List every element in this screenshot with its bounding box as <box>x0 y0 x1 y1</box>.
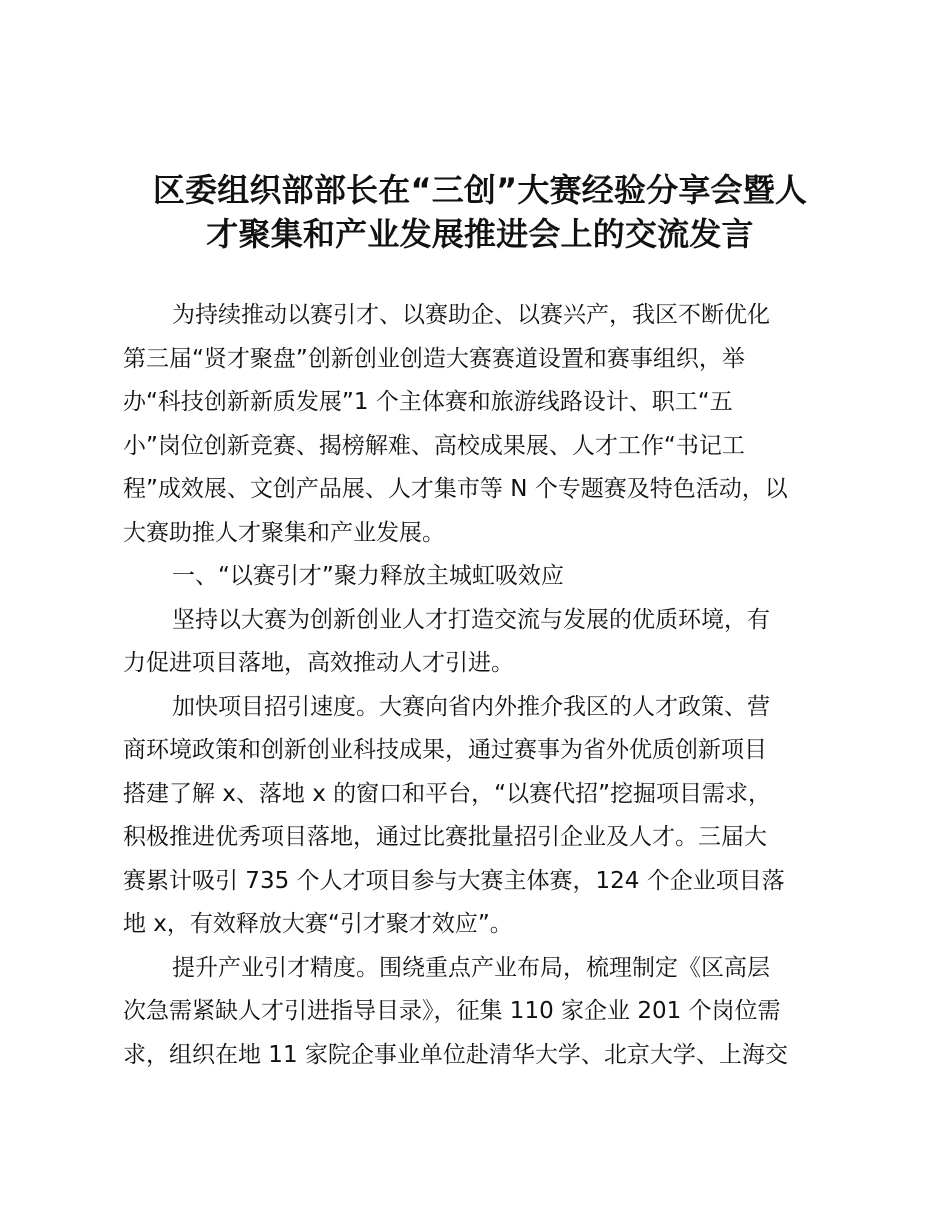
paragraph-line: 求，组织在地 11 家院企事业单位赴清华大学、北京大学、上海交 <box>123 1041 788 1068</box>
title-line: 才聚集和产业发展推进会上的交流发言 <box>206 215 754 253</box>
paragraph-line: 提升产业引才精度。围绕重点产业布局，梳理制定《区高层 <box>172 954 770 981</box>
paragraph-line: 办“科技创新新质发展”1 个主体赛和旅游线路设计、职工“五 <box>123 389 733 415</box>
paragraph-line: 赛累计吸引 735 个人才项目参与大赛主体赛，124 个企业项目落 <box>123 867 785 894</box>
paragraph-line: 商环境政策和创新创业科技成果，通过赛事为省外优质创新项目 <box>123 737 767 763</box>
paragraph-line: 为持续推动以赛引才、以赛助企、以赛兴产，我区不断优化 <box>172 302 770 328</box>
paragraph-line: 小”岗位创新竞赛、揭榜解难、高校成果展、人才工作“书记工 <box>123 432 745 459</box>
paragraph-line: 加快项目招引速度。大赛向省内外推介我区的人才政策、营 <box>172 693 770 720</box>
document-page <box>123 168 837 1077</box>
industry-talent-paragraph <box>123 947 837 1078</box>
section-heading-line: 一、“以赛引才”聚力释放主城虹吸效应 <box>172 563 564 589</box>
paragraph-line: 积极推进优秀项目落地，通过比赛批量招引企业及人才。三届大 <box>123 824 767 850</box>
paragraph-line: 力促进项目落地，高效推动人才引进。 <box>123 650 514 676</box>
paragraph-line: 地 x，有效释放大赛“引才聚才效应”。 <box>123 911 513 937</box>
paragraph-line: 搭建了解 x、落地 x 的窗口和平台，“以赛代招”挖掘项目需求， <box>123 780 771 807</box>
title-line: 区委组织部部长在“三创”大赛经验分享会暨人 <box>152 171 808 209</box>
section-summary-paragraph <box>123 599 837 686</box>
paragraph-line: 程”成效展、文创产品展、人才集市等 N 个专题赛及特色活动，以 <box>123 476 788 502</box>
paragraph-line: 次急需紧缺人才引进指导目录》，征集 110 家企业 201 个岗位需 <box>123 998 781 1024</box>
section-heading <box>123 555 837 599</box>
project-attraction-paragraph <box>123 686 837 947</box>
document-body <box>123 294 837 1077</box>
intro-paragraph <box>123 294 837 555</box>
paragraph-line: 大赛助推人才聚集和产业发展。 <box>123 519 445 546</box>
paragraph-line: 坚持以大赛为创新创业人才打造交流与发展的优质环境，有 <box>172 606 770 633</box>
paragraph-line: 第三届“贤才聚盘”创新创业创造大赛赛道设置和赛事组织，举 <box>123 345 745 372</box>
document-title <box>123 168 837 256</box>
